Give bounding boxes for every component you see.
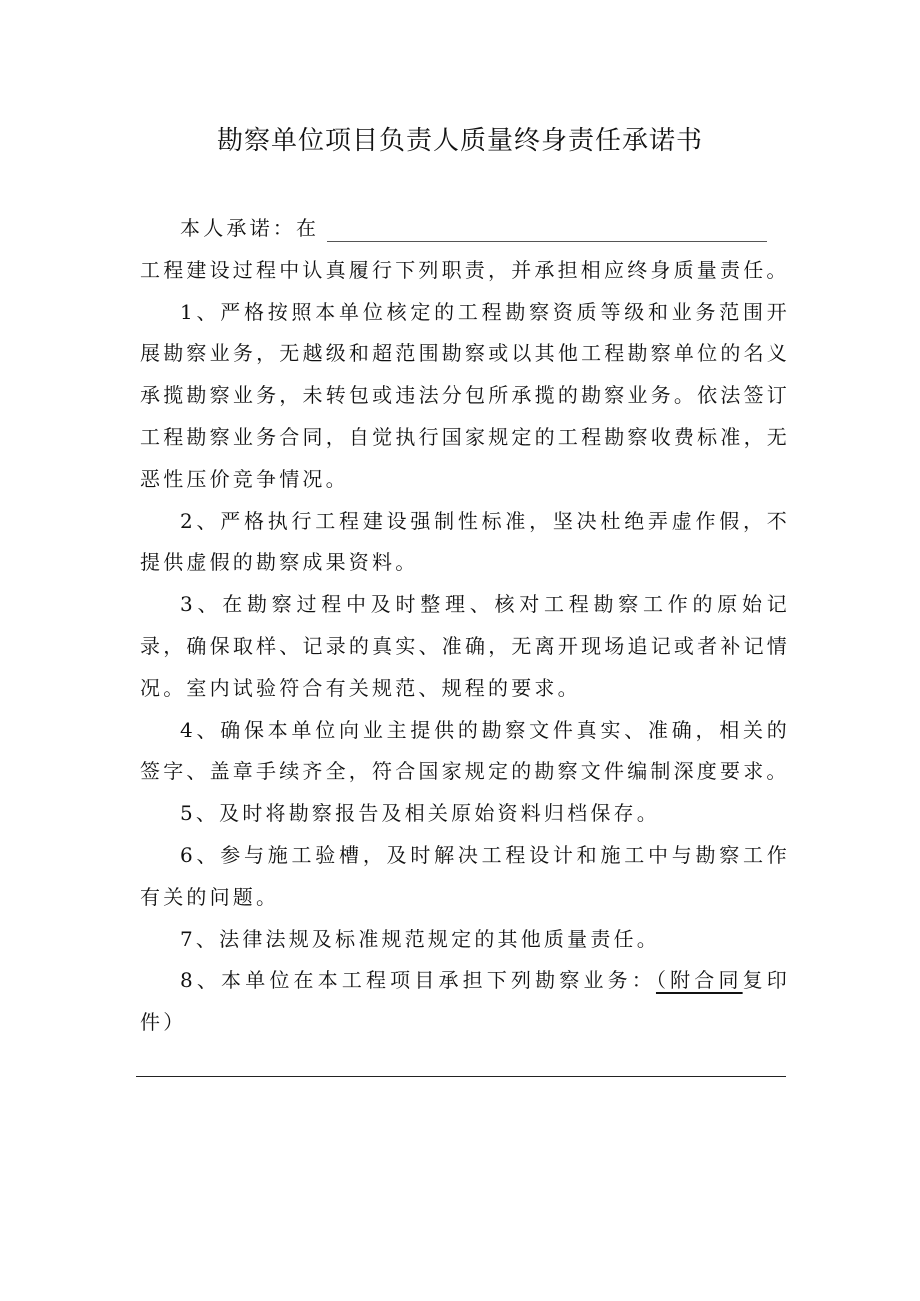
project-name-blank [327, 213, 767, 242]
promise-prefix: 本人承诺：在 [180, 216, 320, 240]
document-body [140, 208, 790, 1044]
item8-prefix: 8、本单位在本工程项目承担下列勘察业务： [180, 968, 656, 993]
bottom-divider [136, 1076, 786, 1077]
item8-underlined: （附合同 [655, 968, 743, 993]
duty-item-8 [140, 960, 790, 1044]
duty-item-3: 3、在勘察过程中及时整理、核对工程勘察工作的原始记录，确保取样、记录的真实、准确，无离开现场追记或者补记情况。室内试验符合有关规范、规程的要求。 [140, 592, 790, 700]
duty-item-4: 4、确保本单位向业主提供的勘察文件真实、准确，相关的签字、盖章手续齐全，符合国家规定的勘察文件编制深度要求。 [140, 717, 790, 784]
duty-item-5: 5、及时将勘察报告及相关原始资料归档保存。 [180, 801, 660, 826]
duty-item-1: 1、严格按照本单位核定的工程勘察资质等级和业务范围开展勘察业务，无越级和超范围勘察或以其他工程勘察单位的名义承揽勘察业务，未转包或违法分包所承揽的勘察业务。依法签订工程勘察业务合同，自觉执行国家规定的工程勘察收费标准，无恶性压价竞争情况。 [140, 299, 790, 491]
duty-item-7: 7、法律法规及标准规范规定的其他质量责任。 [180, 926, 660, 951]
item8-suffix: 复印件） [140, 968, 790, 1035]
promise-line [140, 208, 790, 250]
duty-item-6: 6、参与施工验槽，及时解决工程设计和施工中与勘察工作有关的问题。 [140, 842, 790, 909]
page-title: 勘察单位项目负责人质量终身责任承诺书 [216, 126, 703, 156]
promise-continuation: 工程建设过程中认真履行下列职责，并承担相应终身质量责任。 [140, 257, 790, 282]
duty-item-2: 2、严格执行工程建设强制性标准，坚决杜绝弄虚作假，不提供虚假的勘察成果资料。 [140, 508, 790, 575]
